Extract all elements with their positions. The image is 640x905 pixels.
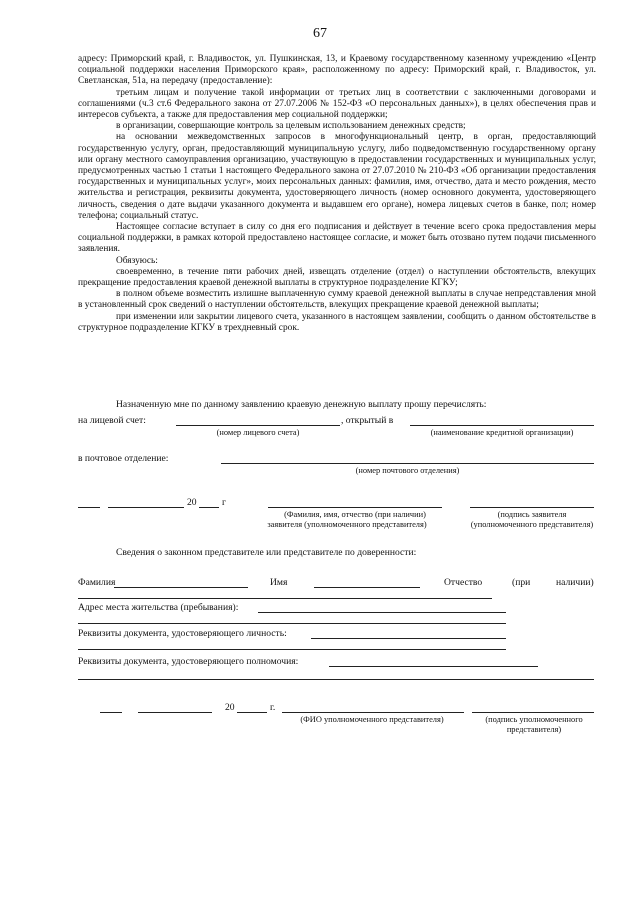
paragraph-obligation-notify: своевременно, в течение пяти рабочих дней, извещать отделение (отдел) о наступлении обстоятельств, влекущих прекращение предоставления краевой денежной выплаты в структурное подразделение КГКУ; — [78, 266, 596, 289]
signature2-month-line[interactable] — [138, 712, 212, 713]
surname-line[interactable] — [114, 587, 248, 588]
applicant-signature-line[interactable] — [470, 507, 594, 508]
representative-sign-caption-2: представителя) — [506, 725, 562, 734]
signature2-day-line[interactable] — [100, 712, 122, 713]
account-label: на лицевой счет: — [78, 415, 146, 426]
post-office-line[interactable] — [221, 463, 594, 464]
payment-intro: Назначенную мне по данному заявлению краевую денежную выплату прошу перечислять: — [116, 399, 487, 410]
paragraph-third-parties: третьим лицам и получение такой информации от третьих лиц в соответствии с заключенными договорами и соглашениями (ч.3 ст.6 Федерального закона от 27.07.2006 № 152-ФЗ «О персональных данных»), в целях обеспечения прав и интересов субъекта, а также для предоставления мер социальной поддержки; — [78, 87, 596, 121]
paragraph-interagency: на основании межведомственных запросов в многофункциональный центр, в орган, предоставляющий государственную услугу, орган, предоставляющий муниципальную услугу, либо подведомственную государственному органу или органу местного самоуправления организацию, участвующую в предоставлении государственных и муниципальных услуг, предусмотренных частью 1 статьи 1 настоящего Федерального закона от 27.07.2010 № 210-ФЗ «Об организации предоставления государственных и муниципальных услуг», моих персональных данных: фамилия, имя, отчество, дата и место рождения, место жительства и регистрация, реквизиты документа, удостоверяющего личность (номер основного документа, удостоверяющего личность, сведения о дате выдачи указанного документа и выдавшем его органе), номера лицевых счетов в банке, пол; номер телефона; социальный статус. — [78, 132, 596, 221]
consent-body-text — [78, 54, 596, 334]
representative-fio-line[interactable] — [282, 712, 464, 713]
post-office-label: в почтовое отделение: — [78, 453, 169, 464]
signature2-year-line[interactable] — [237, 712, 267, 713]
representative-heading: Сведения о законном представителе или представителе по доверенности: — [116, 547, 417, 558]
applicant-fio-line[interactable] — [268, 507, 442, 508]
signature1-day-line[interactable] — [78, 507, 100, 508]
patronymic-note-2: наличии) — [556, 577, 594, 588]
page-number: 67 — [313, 26, 327, 41]
address-line-2[interactable] — [78, 623, 506, 624]
paragraph-obligations-heading: Обязуюсь: — [116, 255, 158, 266]
applicant-fio-caption-2: заявителя (уполномоченного представителя) — [267, 520, 427, 529]
address-label: Адрес места жительства (пребывания): — [78, 602, 239, 613]
paragraph-obligation-refund: в полном объеме возместить излишне выплаченную сумму краевой денежной выплаты в случае непредставления мной в установленный срок сведений о наступлении обстоятельств, влекущих прекращение краевой денежной выплаты; — [78, 289, 596, 311]
representative-sign-caption-1: (подпись уполномоченного — [485, 715, 583, 724]
paragraph-obligation-account-change: при изменении или закрытии лицевого счета, указанного в настоящем заявлении, сообщить о данном обстоятельстве в структурное подразделение КГКУ в трехдневный срок. — [78, 311, 596, 333]
paragraph-addresses: адресу: Приморский край, г. Владивосток, ул. Пушкинская, 13, и Краевому государственному казенному учреждению «Центр социальной поддержки населения Приморского края», расположенному по адресу: Приморский край, г. Владивосток, ул. Светланская, 51а, на передачу (предоставление): — [78, 54, 596, 87]
signature1-year-prefix: 20 — [187, 497, 197, 508]
paragraph-control-orgs: в организации, совершающие контроль за целевым использованием денежных средств; — [116, 121, 466, 132]
applicant-sign-caption-2: (уполномоченного представителя) — [470, 520, 594, 529]
bank-name-caption: (наименование кредитной организации) — [430, 428, 574, 437]
surname-label: Фамилия — [78, 577, 116, 588]
applicant-fio-caption-1: (Фамилия, имя, отчество (при наличии) — [284, 510, 426, 519]
name-line[interactable] — [314, 587, 420, 588]
id-document-label: Реквизиты документа, удостоверяющего личность: — [78, 628, 287, 639]
signature1-month-line[interactable] — [108, 507, 184, 508]
authority-document-line-2[interactable] — [78, 679, 594, 680]
representative-signature-line[interactable] — [472, 712, 594, 713]
authority-document-line[interactable] — [329, 666, 538, 667]
patronymic-label: Отчество — [444, 577, 483, 588]
post-office-caption: (номер почтового отделения) — [355, 466, 460, 475]
paragraph-validity: Настоящее согласие вступает в силу со дня его подписания и действует в течение всего срока предоставления меры социальной поддержки, в рамках которой предоставлено настоящее согласие, и может быть отозвано путем подачи письменного заявления. — [78, 222, 596, 255]
representative-fio-caption: (ФИО уполномоченного представителя) — [300, 715, 444, 724]
signature2-year-suffix: г. — [270, 702, 276, 713]
bank-name-line[interactable] — [410, 425, 594, 426]
patronymic-line[interactable] — [78, 598, 492, 599]
id-document-line-2[interactable] — [78, 649, 506, 650]
address-line[interactable] — [258, 612, 506, 613]
signature1-year-line[interactable] — [199, 507, 219, 508]
id-document-line[interactable] — [311, 638, 506, 639]
account-number-line[interactable] — [176, 425, 340, 426]
name-label: Имя — [270, 577, 288, 588]
applicant-sign-caption-1: (подпись заявителя — [497, 510, 567, 519]
signature2-year-prefix: 20 — [225, 702, 235, 713]
account-number-caption: (номер лицевого счета) — [216, 428, 300, 437]
patronymic-note-1: (при — [512, 577, 531, 588]
opened-in-label: , открытый в — [341, 415, 394, 426]
authority-document-label: Реквизиты документа, удостоверяющего полномочия: — [78, 656, 299, 667]
signature1-year-suffix: г — [222, 497, 226, 508]
